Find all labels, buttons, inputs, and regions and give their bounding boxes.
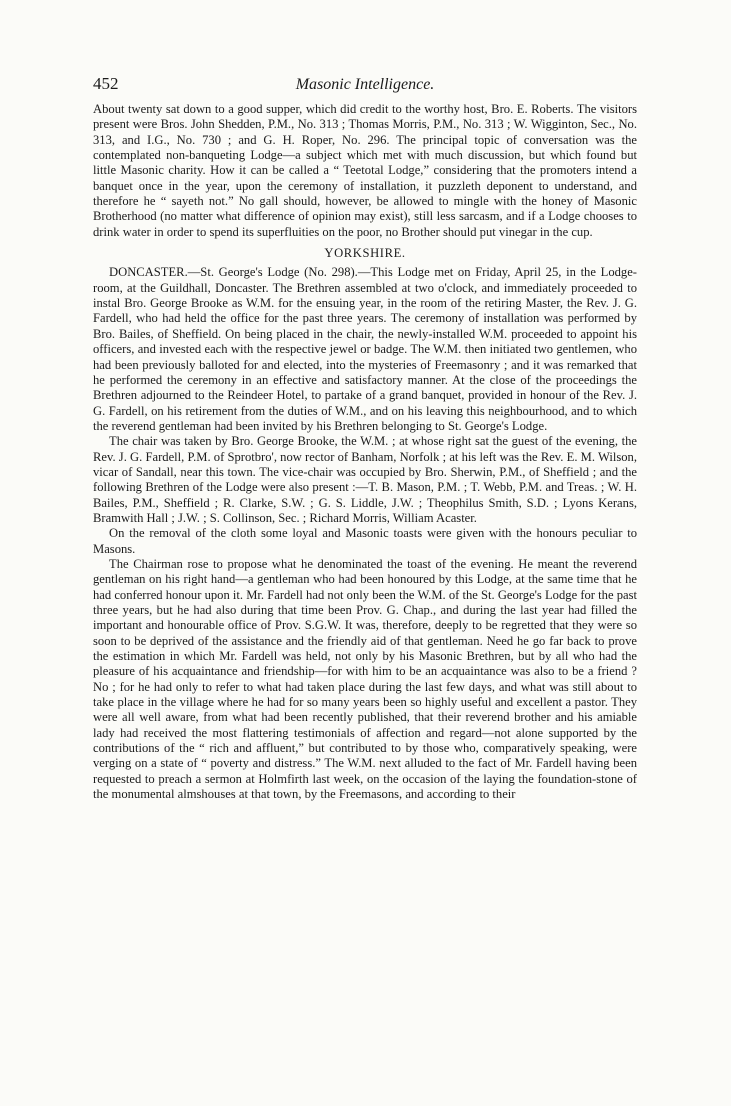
running-title: Masonic Intelligence.	[295, 76, 435, 93]
paragraph-chairman-speech: The Chairman rose to propose what he denominated the toast of the evening. He meant the reverend gentleman on his right hand—a gentleman who had been honoured by this Lodge, at the same time that he had conferred honour upon it. Mr. Fardell had not only been the W.M. of the St. George's Lodge for the past three years, but he had also during that time been Prov. G. Chap., and during the last year had filled the important and honourable office of Prov. S.G.W. It was, therefore, deeply to be regretted that they were so soon to be deprived of the assistance and the friendly aid of that gentleman. Need he go far back to prove the estimation in which Mr. Fardell was held, not only by his Masonic Brethren, but by all who had the pleasure of his acquaintance and friendship—for with him to be an acquaintance was also to be a friend ? No ; for he had only to refer to what had taken place during the last few days, and what was still about to take place in the village where he had for so many years been so highly useful and excellent a pastor. They were all well aware, from what had been recently published, that their reverend brother and his amiable lady had received the most flattering testimonials of affection and regard—not alone supported by the contributions of the “ rich and affluent,” but contributed to by those who, comparatively speaking, were verging on a state of “ poverty and distress.” The W.M. next alluded to the fact of Mr. Fardell having been requested to preach a sermon at Holmfirth last week, on the occasion of the laying the foundation-stone of the monumental almshouses at that town, by the Freemasons, and according to their	[93, 556, 637, 802]
intro-paragraph: About twenty sat down to a good supper, which did credit to the worthy host, Bro. E. Roberts. The visitors present were Bros. John Shedden, P.M., No. 313 ; Thomas Morris, P.M., No. 313 ; W. Wigginton, Sec., No. 313, and I.G., No. 730 ; and G. H. Roper, No. 296. The principal topic of conversation was the contemplated non-banqueting Lodge—a subject which met with much discussion, but which found but little Masonic charity. How it can be called a “ Teetotal Lodge,” considering that the promoters intend a banquet once in the year, upon the ceremony of installation, it puzzleth deponent to understand, and therefore he “ sayeth not.” No gall should, however, be allowed to mingle with the honey of Masonic Brotherhood (no matter what difference of opinion may exist), still less sarcasm, and if a Lodge chooses to drink water in order to spend its superfluities on the poor, no Brother should put vinegar in the cup.	[93, 102, 637, 239]
page-number: 452	[93, 74, 119, 93]
paragraph-doncaster: DONCASTER.—St. George's Lodge (No. 298).—This Lodge met on Friday, April 25, in the Lodge-room, at the Guildhall, Doncaster. The Brethren assembled at two o'clock, and immediately proceeded to instal Bro. George Brooke as W.M. for the ensuing year, in the room of the retiring Master, the Rev. J. G. Fardell, who had held the office for the past three years. The ceremony of installation was performed by Bro. Bailes, of Sheffield. On being placed in the chair, the newly-installed W.M. proceeded to appoint his officers, and invested each with the respective jewel or badge. The W.M. then initiated two gentlemen, who had been previously balloted for and elected, into the mysteries of Freemasonry ; and it was remarked that he performed the ceremony in an effective and satisfactory manner. At the close of the proceedings the Brethren adjourned to the Reindeer Hotel, to partake of a grand banquet, provided in honour of the Rev. J. G. Fardell, on his retirement from the duties of W.M., and on his leaving this neighbourhood, and to which the reverend gentleman had been invited by his Brethren belonging to St. George's Lodge.	[93, 265, 637, 433]
paragraph-chair: The chair was taken by Bro. George Brooke, the W.M. ; at whose right sat the guest of the evening, the Rev. J. G. Fardell, P.M. of Sprotbro', now rector of Banham, Norfolk ; at his left was the Rev. E. M. Wilson, vicar of Sandall, near this town. The vice-chair was occupied by Bro. Sherwin, P.M., of Sheffield ; and the following Brethren of the Lodge were also present :—T. B. Mason, P.M. ; T. Webb, P.M. and Treas. ; W. H. Bailes, P.M., Sheffield ; R. Clarke, S.W. ; G. S. Liddle, J.W. ; Theophilus Smith, S.D. ; Lyons Kerans, Bramwith Hall ; J.W. ; S. Collinson, Sec. ; Richard Morris, William Acaster.	[93, 434, 637, 525]
section-heading-yorkshire: YORKSHIRE.	[324, 246, 406, 261]
page-header	[93, 76, 637, 102]
paragraph-toasts: On the removal of the cloth some loyal and Masonic toasts were given with the honours peculiar to Masons.	[93, 526, 637, 556]
journal-page	[93, 76, 637, 802]
